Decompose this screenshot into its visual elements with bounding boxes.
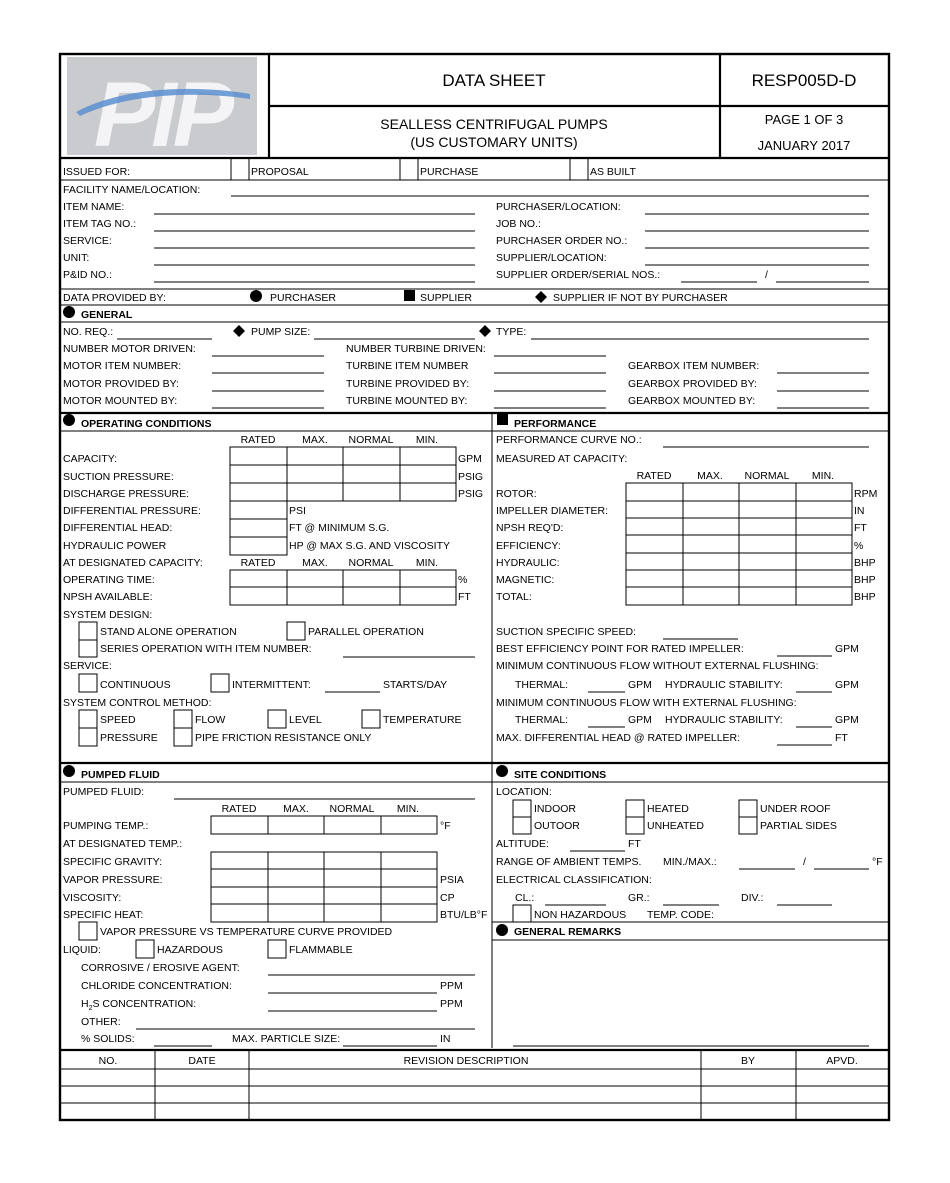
flammable-checkbox[interactable] <box>268 940 286 958</box>
curve-no-label: PERFORMANCE CURVE NO.: <box>496 434 642 446</box>
sg-label: SPECIFIC GRAVITY: <box>63 856 162 868</box>
non-haz-label: NON HAZARDOUS <box>534 909 627 921</box>
rev-col-apvd: APVD. <box>826 1055 858 1067</box>
service-op-label: SERVICE: <box>63 660 112 672</box>
purchaser-location-label: PURCHASER/LOCATION: <box>496 201 621 213</box>
general-circle-icon <box>63 306 75 318</box>
rev-col-no: NO. <box>98 1055 118 1067</box>
hazardous-checkbox[interactable] <box>136 940 154 958</box>
motor-mounted-label: MOTOR MOUNTED BY: <box>63 395 178 407</box>
vapor-label: VAPOR PRESSURE: <box>63 874 163 886</box>
at-designated-label: AT DESIGNATED CAPACITY: <box>63 557 203 569</box>
motor-provided-label: MOTOR PROVIDED BY: <box>63 378 179 390</box>
efficiency-label: EFFICIENCY: <box>496 540 561 552</box>
operating-grid-bottom[interactable] <box>230 570 456 605</box>
cl-label: CL.: <box>515 892 535 904</box>
indoor-checkbox[interactable] <box>513 800 531 817</box>
hyd-stability-unit-2: GPM <box>835 714 859 726</box>
performance-square-icon <box>497 414 508 425</box>
total-label: TOTAL: <box>496 591 532 603</box>
gearbox-provided-label: GEARBOX PROVIDED BY: <box>628 378 757 390</box>
performance-title: PERFORMANCE <box>514 418 597 430</box>
max-diff-head-unit: FT <box>835 732 848 744</box>
type-label: TYPE: <box>496 326 527 338</box>
turbine-item-label: TURBINE ITEM NUMBER <box>346 360 469 372</box>
hyd-stability-unit-1: GPM <box>835 679 859 691</box>
gearbox-item-label: GEARBOX ITEM NUMBER: <box>628 360 760 372</box>
chloride-label: CHLORIDE CONCENTRATION: <box>81 980 232 992</box>
viscosity-unit: CP <box>440 892 455 904</box>
perf-col-max: MAX. <box>697 470 723 482</box>
vapor-curve-label: VAPOR PRESSURE VS TEMPERATURE CURVE PROVIDED <box>100 926 393 938</box>
total-unit: BHP <box>854 591 876 603</box>
issued-purchase[interactable]: PURCHASE <box>420 166 479 178</box>
pipe-friction-checkbox[interactable] <box>174 728 192 746</box>
indoor-label: INDOOR <box>534 803 576 815</box>
location-label: LOCATION: <box>496 786 552 798</box>
under-roof-label: UNDER ROOF <box>760 803 831 815</box>
level-checkbox[interactable] <box>268 710 286 728</box>
chloride-unit: PPM <box>440 980 463 992</box>
bep-unit: GPM <box>835 643 859 655</box>
ambient-unit: °F <box>872 856 883 868</box>
system-design-label: SYSTEM DESIGN: <box>63 609 153 621</box>
liquid-label: LIQUID: <box>63 944 101 956</box>
pumping-temp-label: PUMPING TEMP.: <box>63 820 149 832</box>
issued-as-built[interactable]: AS BUILT <box>590 166 636 178</box>
op-col-rated: RATED <box>240 434 276 446</box>
h2s-label: $H_2S$ CONCENTRATION: <box>81 998 197 1012</box>
issue-date: JANUARY 2017 <box>757 138 851 153</box>
flammable-label: FLAMMABLE <box>289 944 353 956</box>
other-label: OTHER: <box>81 1016 121 1028</box>
rotor-unit: RPM <box>854 488 878 500</box>
remarks-circle-icon <box>496 924 508 936</box>
impeller-unit: IN <box>854 505 865 517</box>
op-col-normal-2: NORMAL <box>348 557 394 569</box>
supplier-order-label: SUPPLIER ORDER/SERIAL NOS.: <box>496 269 661 281</box>
series-label: SERIES OPERATION WITH ITEM NUMBER: <box>100 643 312 655</box>
diff-head-label: DIFFERENTIAL HEAD: <box>63 522 173 534</box>
rev-col-description: REVISION DESCRIPTION <box>403 1055 529 1067</box>
continuous-checkbox[interactable] <box>79 674 97 692</box>
motor-driven-label: NUMBER MOTOR DRIVEN: <box>63 343 196 355</box>
capacity-unit: GPM <box>458 453 482 465</box>
hydraulic-power-unit: HP @ MAX S.G. AND VISCOSITY <box>289 540 451 552</box>
efficiency-unit: % <box>854 540 864 552</box>
provided-label: DATA PROVIDED BY: <box>63 292 166 304</box>
gr-label: GR.: <box>628 892 650 904</box>
outdoor-label: OUTOOR <box>534 820 580 832</box>
measured-label: MEASURED AT CAPACITY: <box>496 453 628 465</box>
impeller-label: IMPELLER DIAMETER: <box>496 505 609 517</box>
discharge-unit: PSIG <box>458 488 484 500</box>
remarks-title: GENERAL REMARKS <box>514 926 622 938</box>
turbine-driven-label: NUMBER TURBINE DRIVEN: <box>346 343 486 355</box>
pf-col-normal: NORMAL <box>329 803 375 815</box>
parallel-checkbox[interactable] <box>287 622 305 640</box>
heated-checkbox[interactable] <box>626 800 644 817</box>
suction-speed-label: SUCTION SPECIFIC SPEED: <box>496 626 637 638</box>
series-checkbox[interactable] <box>79 640 97 657</box>
partial-sides-checkbox[interactable] <box>739 817 757 834</box>
site-circle-icon <box>496 765 508 777</box>
thermal-label-2: THERMAL: <box>515 714 569 726</box>
intermittent-label: INTERMITTENT: <box>232 679 311 691</box>
level-label: LEVEL <box>289 714 322 726</box>
temperature-label: TEMPERATURE <box>383 714 462 726</box>
continuous-label: CONTINUOUS <box>100 679 171 691</box>
motor-item-label: MOTOR ITEM NUMBER: <box>63 360 182 372</box>
operating-grid-top[interactable] <box>230 447 456 501</box>
pressure-label: PRESSURE <box>100 732 158 744</box>
turbine-mounted-label: TURBINE MOUNTED BY: <box>346 395 468 407</box>
hydraulic-unit: BHP <box>854 557 876 569</box>
pump-size-label: PUMP SIZE: <box>251 326 311 338</box>
pf-col-min: MIN. <box>396 803 420 815</box>
item-tag-label: ITEM TAG NO.: <box>63 218 137 230</box>
speed-label: SPEED <box>100 714 136 726</box>
rev-col-by: BY <box>740 1055 756 1067</box>
viscosity-label: VISCOSITY: <box>63 892 122 904</box>
hyd-stability-label-1: HYDRAULIC STABILITY: <box>665 679 783 691</box>
control-method-label: SYSTEM CONTROL METHOD: <box>63 697 212 709</box>
unheated-label: UNHEATED <box>647 820 704 832</box>
perf-col-normal: NORMAL <box>744 470 790 482</box>
stand-alone-label: STAND ALONE OPERATION <box>100 626 237 638</box>
electrical-label: ELECTRICAL CLASSIFICATION: <box>496 874 652 886</box>
page-number: PAGE 1 OF 3 <box>764 112 844 127</box>
hazardous-label: HAZARDOUS <box>157 944 223 956</box>
operating-title: OPERATING CONDITIONS <box>81 418 212 430</box>
magnetic-label: MAGNETIC: <box>496 574 555 586</box>
diff-pressure-label: DIFFERENTIAL PRESSURE: <box>63 505 201 517</box>
pumped-grid-temp[interactable] <box>211 816 437 834</box>
min-flow-with-label: MINIMUM CONTINUOUS FLOW WITH EXTERNAL FLUSHING: <box>496 697 797 709</box>
pressure-checkbox[interactable] <box>79 728 97 746</box>
no-req-label: NO. REQ.: <box>63 326 114 338</box>
supplier-location-label: SUPPLIER/LOCATION: <box>496 252 607 264</box>
title: DATA SHEET <box>442 71 546 90</box>
hyd-stability-label-2: HYDRAULIC STABILITY: <box>665 714 783 726</box>
diff-head-unit: FT @ MINIMUM S.G. <box>289 522 390 534</box>
designated-temp-label: AT DESIGNATED TEMP.: <box>63 838 183 850</box>
outdoor-checkbox[interactable] <box>513 817 531 834</box>
purchaser-circle-icon <box>250 290 262 302</box>
thermal-unit-2: GPM <box>628 714 652 726</box>
speed-checkbox[interactable] <box>79 710 97 728</box>
pumping-temp-unit: °F <box>440 820 451 832</box>
performance-grid[interactable] <box>626 483 852 605</box>
pumped-title: PUMPED FLUID <box>81 769 160 781</box>
bep-label: BEST EFFICIENCY POINT FOR RATED IMPELLER: <box>496 643 744 655</box>
npsh-req-unit: FT <box>854 522 867 534</box>
operating-circle-icon <box>63 414 75 426</box>
under-roof-checkbox[interactable] <box>739 800 757 817</box>
non-haz-checkbox[interactable] <box>513 905 531 922</box>
h2s-unit: PPM <box>440 998 463 1010</box>
hydraulic-power-label: HYDRAULIC POWER <box>63 540 167 552</box>
specific-heat-unit: BTU/LB°F <box>440 909 488 921</box>
rev-col-date: DATE <box>188 1055 216 1067</box>
min-flow-without-label: MINIMUM CONTINUOUS FLOW WITHOUT EXTERNAL FLUSHING: <box>496 660 819 672</box>
op-col-rated-2: RATED <box>240 557 276 569</box>
logo-text: PIP <box>93 64 231 166</box>
pip-logo <box>67 57 257 166</box>
heated-label: HEATED <box>647 803 689 815</box>
op-col-normal: NORMAL <box>348 434 394 446</box>
parallel-label: PARALLEL OPERATION <box>308 626 424 638</box>
type-diamond-icon <box>479 325 491 337</box>
minmax-label: MIN./MAX.: <box>663 856 717 868</box>
intermittent-checkbox[interactable] <box>211 674 229 692</box>
provided-supplier: SUPPLIER <box>420 292 472 304</box>
op-col-min-2: MIN. <box>415 557 439 569</box>
unheated-checkbox[interactable] <box>626 817 644 834</box>
thermal-unit-1: GPM <box>628 679 652 691</box>
discharge-label: DISCHARGE PRESSURE: <box>63 488 190 500</box>
npsh-avail-label: NPSH AVAILABLE: <box>63 591 153 603</box>
service-label: SERVICE: <box>63 235 112 247</box>
vapor-curve-checkbox[interactable] <box>79 922 97 940</box>
flow-label: FLOW <box>195 714 226 726</box>
facility-label: FACILITY NAME/LOCATION: <box>63 184 201 196</box>
subtitle-line2: (US CUSTOMARY UNITS) <box>410 134 578 150</box>
site-title: SITE CONDITIONS <box>514 769 607 781</box>
npsh-avail-unit: FT <box>458 591 471 603</box>
pf-col-max: MAX. <box>283 803 309 815</box>
issued-proposal[interactable]: PROPOSAL <box>251 166 309 178</box>
pumped-circle-icon <box>63 765 75 777</box>
unit-label: UNIT: <box>63 252 90 264</box>
issued-for-label: ISSUED FOR: <box>63 166 131 178</box>
diff-pressure-unit: PSI <box>289 505 306 517</box>
provided-purchaser: PURCHASER <box>270 292 336 304</box>
altitude-label: ALTITUDE: <box>496 838 549 850</box>
flow-checkbox[interactable] <box>174 710 192 728</box>
suction-unit: PSIG <box>458 471 484 483</box>
purchaser-order-label: PURCHASER ORDER NO.: <box>496 235 628 247</box>
thermal-label-1: THERMAL: <box>515 679 569 691</box>
suction-label: SUCTION PRESSURE: <box>63 471 174 483</box>
npsh-req-label: NPSH REQ'D: <box>496 522 564 534</box>
supplier-square-icon <box>404 290 415 301</box>
perf-col-rated: RATED <box>636 470 672 482</box>
doc-number: RESP005D-D <box>751 71 857 90</box>
ambient-label: RANGE OF AMBIENT TEMPS. <box>496 856 642 868</box>
ambient-slash: / <box>803 856 806 868</box>
gearbox-mounted-label: GEARBOX MOUNTED BY: <box>628 395 756 407</box>
pump-size-diamond-icon <box>233 325 245 337</box>
temp-code-label: TEMP. CODE: <box>647 909 714 921</box>
op-time-unit: % <box>458 574 468 586</box>
capacity-label: CAPACITY: <box>63 453 118 465</box>
stand-alone-checkbox[interactable] <box>79 622 97 640</box>
solids-label: % SOLIDS: <box>81 1033 135 1045</box>
supplier-order-slash: / <box>765 269 768 281</box>
particle-unit: IN <box>440 1033 451 1045</box>
starts-day-label: STARTS/DAY <box>383 679 448 691</box>
op-col-min: MIN. <box>415 434 439 446</box>
max-diff-head-label: MAX. DIFFERENTIAL HEAD @ RATED IMPELLER: <box>496 732 741 744</box>
op-col-max: MAX. <box>302 434 328 446</box>
op-time-label: OPERATING TIME: <box>63 574 155 586</box>
magnetic-unit: BHP <box>854 574 876 586</box>
particle-label: MAX. PARTICLE SIZE: <box>232 1033 341 1045</box>
rotor-label: ROTOR: <box>496 488 537 500</box>
item-name-label: ITEM NAME: <box>63 201 125 213</box>
general-title: GENERAL <box>81 309 133 321</box>
subtitle-line1: SEALLESS CENTRIFUGAL PUMPS <box>380 116 608 132</box>
hydraulic-label: HYDRAULIC: <box>496 557 560 569</box>
pumped-grid-props[interactable] <box>211 852 437 922</box>
provided-supplier-if-not: SUPPLIER IF NOT BY PURCHASER <box>553 292 728 304</box>
pid-label: P&ID NO.: <box>63 269 113 281</box>
temperature-checkbox[interactable] <box>362 710 380 728</box>
altitude-unit: FT <box>628 838 641 850</box>
perf-col-min: MIN. <box>811 470 835 482</box>
turbine-provided-label: TURBINE PROVIDED BY: <box>346 378 470 390</box>
corrosive-label: CORROSIVE / EROSIVE AGENT: <box>81 962 240 974</box>
fluid-label: PUMPED FLUID: <box>63 786 145 798</box>
specific-heat-label: SPECIFIC HEAT: <box>63 909 144 921</box>
div-label: DIV.: <box>741 892 764 904</box>
pf-col-rated: RATED <box>221 803 257 815</box>
diamond-icon <box>535 291 547 303</box>
revision-table <box>99 1055 858 1067</box>
pipe-friction-label: PIPE FRICTION RESISTANCE ONLY <box>195 732 372 744</box>
job-no-label: JOB NO.: <box>496 218 541 230</box>
operating-grid-single[interactable] <box>230 501 287 555</box>
op-col-max-2: MAX. <box>302 557 328 569</box>
partial-sides-label: PARTIAL SIDES <box>760 820 837 832</box>
vapor-unit: PSIA <box>440 874 464 886</box>
